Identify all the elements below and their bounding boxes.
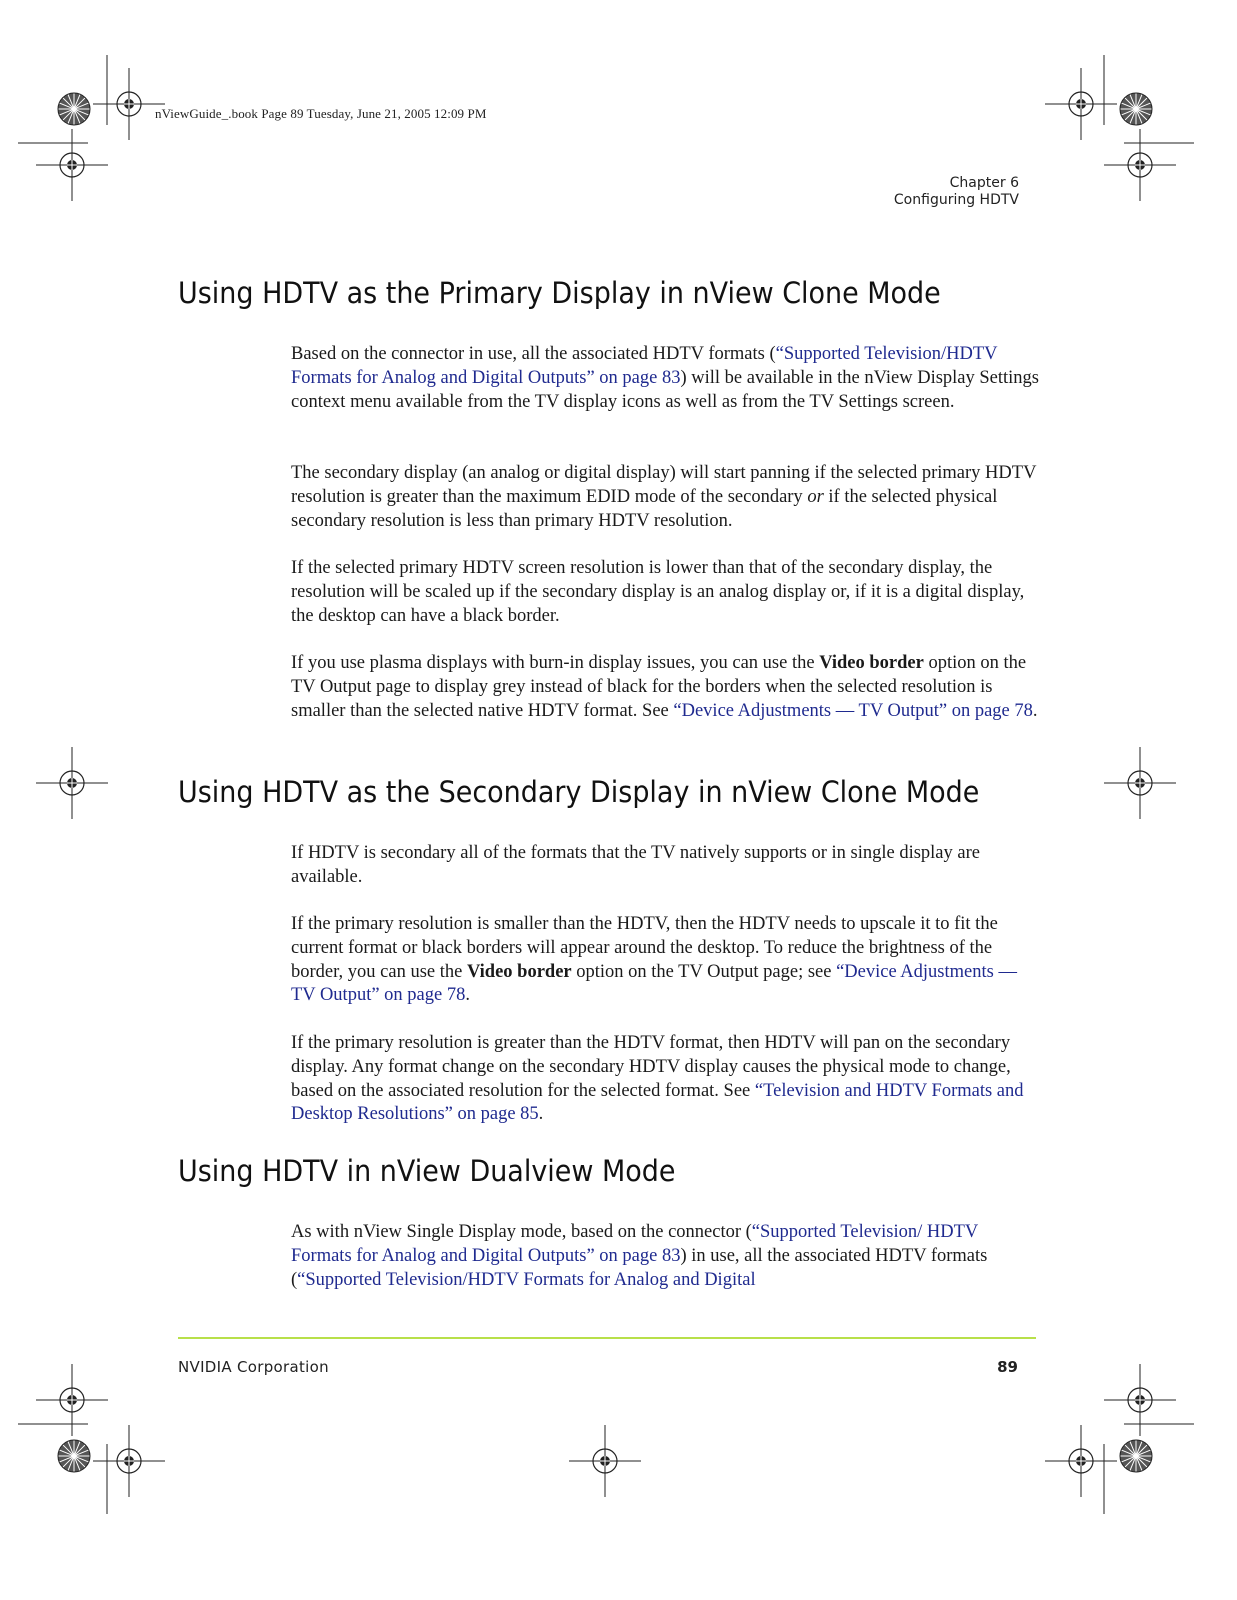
text-run: Based on the connector in use, all the associated HDTV formats ( xyxy=(291,344,776,364)
bold-text: Video border xyxy=(466,961,572,982)
registration-star-icon xyxy=(1120,1440,1152,1472)
emphasis-text: or xyxy=(807,486,824,507)
crosshair-icon xyxy=(93,1425,165,1497)
paragraph: If HDTV is secondary all of the formats that the TV natively supports or in single display are available. xyxy=(291,843,980,887)
paragraph xyxy=(291,343,1039,414)
bold-text: Video border xyxy=(819,653,924,673)
section-heading: Using HDTV as the Secondary Display in nView Clone Mode xyxy=(178,775,980,809)
text-run: The secondary display (an analog or digital display) will start panning if the selected primary HDTV resolution is greater than the maximum EDID mode of the secondary xyxy=(291,463,1037,507)
crosshair-icon xyxy=(1045,1425,1117,1497)
crosshair-icon xyxy=(1045,68,1117,140)
registration-star-icon xyxy=(58,1440,90,1472)
paragraph xyxy=(291,1032,1039,1127)
text-run: If the primary resolution is greater than the HDTV format, then HDTV will pan on the secondary display. Any format change on the secondary HDTV display causes the physical mode to change, based on the associated resolution for the selected format. See xyxy=(291,1033,1011,1101)
registration-star-icon xyxy=(58,93,90,125)
cross-reference-link[interactable]: “Device Adjustments — TV Output” on page 78 xyxy=(291,961,1017,1006)
print-info: nViewGuide_.book Page 89 Tuesday, June 21, 2005 12:09 PM xyxy=(155,106,487,121)
crosshair-icon xyxy=(1104,129,1176,201)
footer-rule xyxy=(178,1337,1036,1339)
text-run: . xyxy=(1032,700,1038,721)
cross-reference-link[interactable]: “Device Adjustments — TV Output” on page 78 xyxy=(673,700,1033,721)
chapter-label: Chapter 6 xyxy=(949,175,1019,191)
cross-reference-link[interactable]: “Supported Television/ HDTV Formats for Analog and Digital Outputs” on page 83 xyxy=(291,1222,978,1266)
text-run: option on the TV Output page to display grey instead of black for the borders when the selected resolution is smaller than the selected native HDTV format. See xyxy=(291,653,1027,721)
footer-company: NVIDIA Corporation xyxy=(178,1358,329,1376)
page-number: 89 xyxy=(997,1358,1018,1376)
text-run: . xyxy=(465,985,470,1006)
text-run: option on the TV Output page; see xyxy=(571,961,837,982)
text-run: if the selected physical secondary resolution is less than primary HDTV resolution. xyxy=(291,486,998,531)
paragraph xyxy=(291,1221,1039,1292)
crosshair-icon xyxy=(1104,1364,1176,1436)
text-run: As with nView Single Display mode, based on the connector ( xyxy=(291,1222,752,1242)
cross-reference-link[interactable]: “Television and HDTV Formats and Desktop Resolutions” on page 85 xyxy=(291,1080,1024,1125)
chapter-title: Configuring HDTV xyxy=(893,192,1019,208)
crosshair-icon xyxy=(93,68,165,140)
text-run: If the primary resolution is smaller than the HDTV, then the HDTV needs to upscale it to fit the current format or black borders will appear around the desktop. To reduce the brightness of the border, you can use the xyxy=(291,914,998,982)
text-run: If you use plasma displays with burn-in display issues, you can use the xyxy=(291,653,820,673)
paragraph xyxy=(291,462,1039,533)
text-run: ) will be available in the nView Display Settings context menu available from the TV display icons as well as from the TV Settings screen. xyxy=(291,367,1040,412)
paragraph xyxy=(291,652,1039,723)
crosshair-icon xyxy=(36,129,108,201)
registration-star-icon xyxy=(1120,93,1152,125)
paragraph xyxy=(291,913,1039,1008)
section-heading: Using HDTV as the Primary Display in nView Clone Mode xyxy=(178,276,941,310)
cross-reference-link[interactable]: “Supported Television/HDTV Formats for Analog and Digital Outputs” on page 83 xyxy=(291,344,998,388)
running-header xyxy=(894,175,1019,209)
paragraph: If the selected primary HDTV screen resolution is lower than that of the secondary display, the resolution will be scaled up if the secondary display is an analog display or, if it is a digital display, the desktop can have a black border. xyxy=(291,558,1025,626)
cross-reference-link[interactable]: “Supported Television/HDTV Formats for Analog and Digital xyxy=(297,1269,756,1290)
crosshair-icon xyxy=(36,747,108,819)
text-run: ) in use, all the associated HDTV formats ( xyxy=(291,1245,988,1290)
crosshair-icon xyxy=(1104,747,1176,819)
crosshair-icon xyxy=(569,1425,641,1497)
text-run: . xyxy=(538,1104,544,1125)
section-heading: Using HDTV in nView Dualview Mode xyxy=(178,1154,676,1188)
crosshair-icon xyxy=(36,1364,108,1436)
